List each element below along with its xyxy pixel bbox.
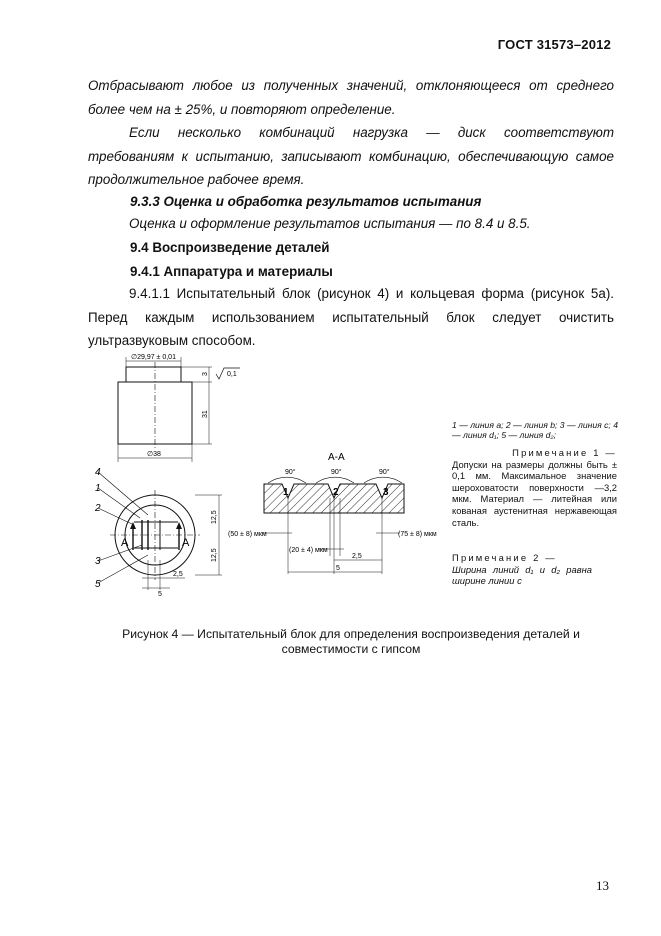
dim-width-2-5: 2,5 <box>173 571 183 578</box>
paragraph-evaluation: Оценка и оформление результатов испытания — по 8.4 и 8.5. <box>129 216 531 231</box>
dim-width-5-section: 5 <box>336 565 340 572</box>
callout-3: 3 <box>95 556 101 567</box>
angle-3: 90° <box>379 469 390 476</box>
groove-3-label: 3 <box>383 487 389 498</box>
figure-note-1 <box>452 447 617 528</box>
dim-depth-75: (75 ± 8) мкм <box>398 531 437 538</box>
heading-9-3-3-text: 9.3.3 Оценка и обработка результатов испытания <box>130 194 482 209</box>
callout-1: 1 <box>95 483 101 494</box>
figure-note-2 <box>452 552 592 587</box>
figure-legend: 1 — линия а; 2 — линия b; 3 — линия с; 4 — линия d₁; 5 — линия d₂; <box>452 420 618 440</box>
dim-base-diameter: ∅38 <box>147 451 161 458</box>
section-letter-right: А <box>182 537 190 549</box>
callout-4: 4 <box>95 467 101 478</box>
callout-5: 5 <box>95 579 101 590</box>
note-2-label: Примечание 2 — <box>452 552 557 563</box>
dim-radius-bottom: 12,5 <box>211 548 218 562</box>
dim-depth-20: (20 ± 4) мкм <box>289 547 328 554</box>
section-arrow-left <box>130 522 136 529</box>
dim-top-diameter: ∅29,97 ± 0,01 <box>131 354 176 361</box>
callout-2: 2 <box>95 503 101 514</box>
groove-1-label: 1 <box>283 487 289 498</box>
document-header: ГОСТ 31573–2012 <box>497 37 611 52</box>
paragraph-combinations: Если несколько комбинаций нагрузка — диск соответствуют требованиям к испытанию, записывают комбинацию, обеспечивающую самое продолжительное рабочее время. <box>88 125 614 187</box>
dim-radius-top: 12,5 <box>211 510 218 524</box>
dim-depth-50: (50 ± 8) мкм <box>228 531 267 538</box>
dim-roughness: 0,1 <box>227 371 237 378</box>
angle-1: 90° <box>285 469 296 476</box>
dim-width-2-5-section: 2,5 <box>352 553 362 560</box>
side-view-drawing <box>118 357 240 462</box>
dim-height: 31 <box>202 410 209 418</box>
groove-2-label: 2 <box>333 487 339 498</box>
note-2-text: Ширина линий d₁ и d₂ равна ширине линии с <box>452 563 592 587</box>
section-arrow-right <box>176 522 182 529</box>
note-1-label: Примечание 1 — <box>512 447 617 458</box>
dim-small-height: 3 <box>202 372 209 376</box>
section-title: А-А <box>328 452 345 463</box>
figure-caption: Рисунок 4 — Испытательный блок для определения воспроизведения деталей и совместимости с гипсом <box>122 627 580 656</box>
top-view-drawing <box>98 472 222 590</box>
paragraph-discard: Отбрасывают любое из полученных значений, отклоняющееся от среднего более чем на ± 25%, и повторяют определение. <box>88 78 614 117</box>
heading-9-4: 9.4 Воспроизведение деталей <box>130 240 330 255</box>
heading-9-3-3 <box>130 194 481 209</box>
section-letter-left: А <box>121 537 129 549</box>
paragraph-test-block: 9.4.1.1 Испытательный блок (рисунок 4) и кольцевая форма (рисунок 5а). Перед каждым использованием испытательный блок следует очистить ультразвуковым способом. <box>88 286 614 348</box>
note-1-text: Допуски на размеры должны быть ± 0,1 мм. Максимальное значение шероховатости поверхности —3,2 мкм. Материал — литейная или кованая аустенитная нержавеющая сталь. <box>452 458 617 528</box>
heading-9-4-1: 9.4.1 Аппаратура и материалы <box>130 264 333 279</box>
angle-2: 90° <box>331 469 342 476</box>
dim-width-5: 5 <box>158 591 162 598</box>
page-number: 13 <box>596 878 609 893</box>
